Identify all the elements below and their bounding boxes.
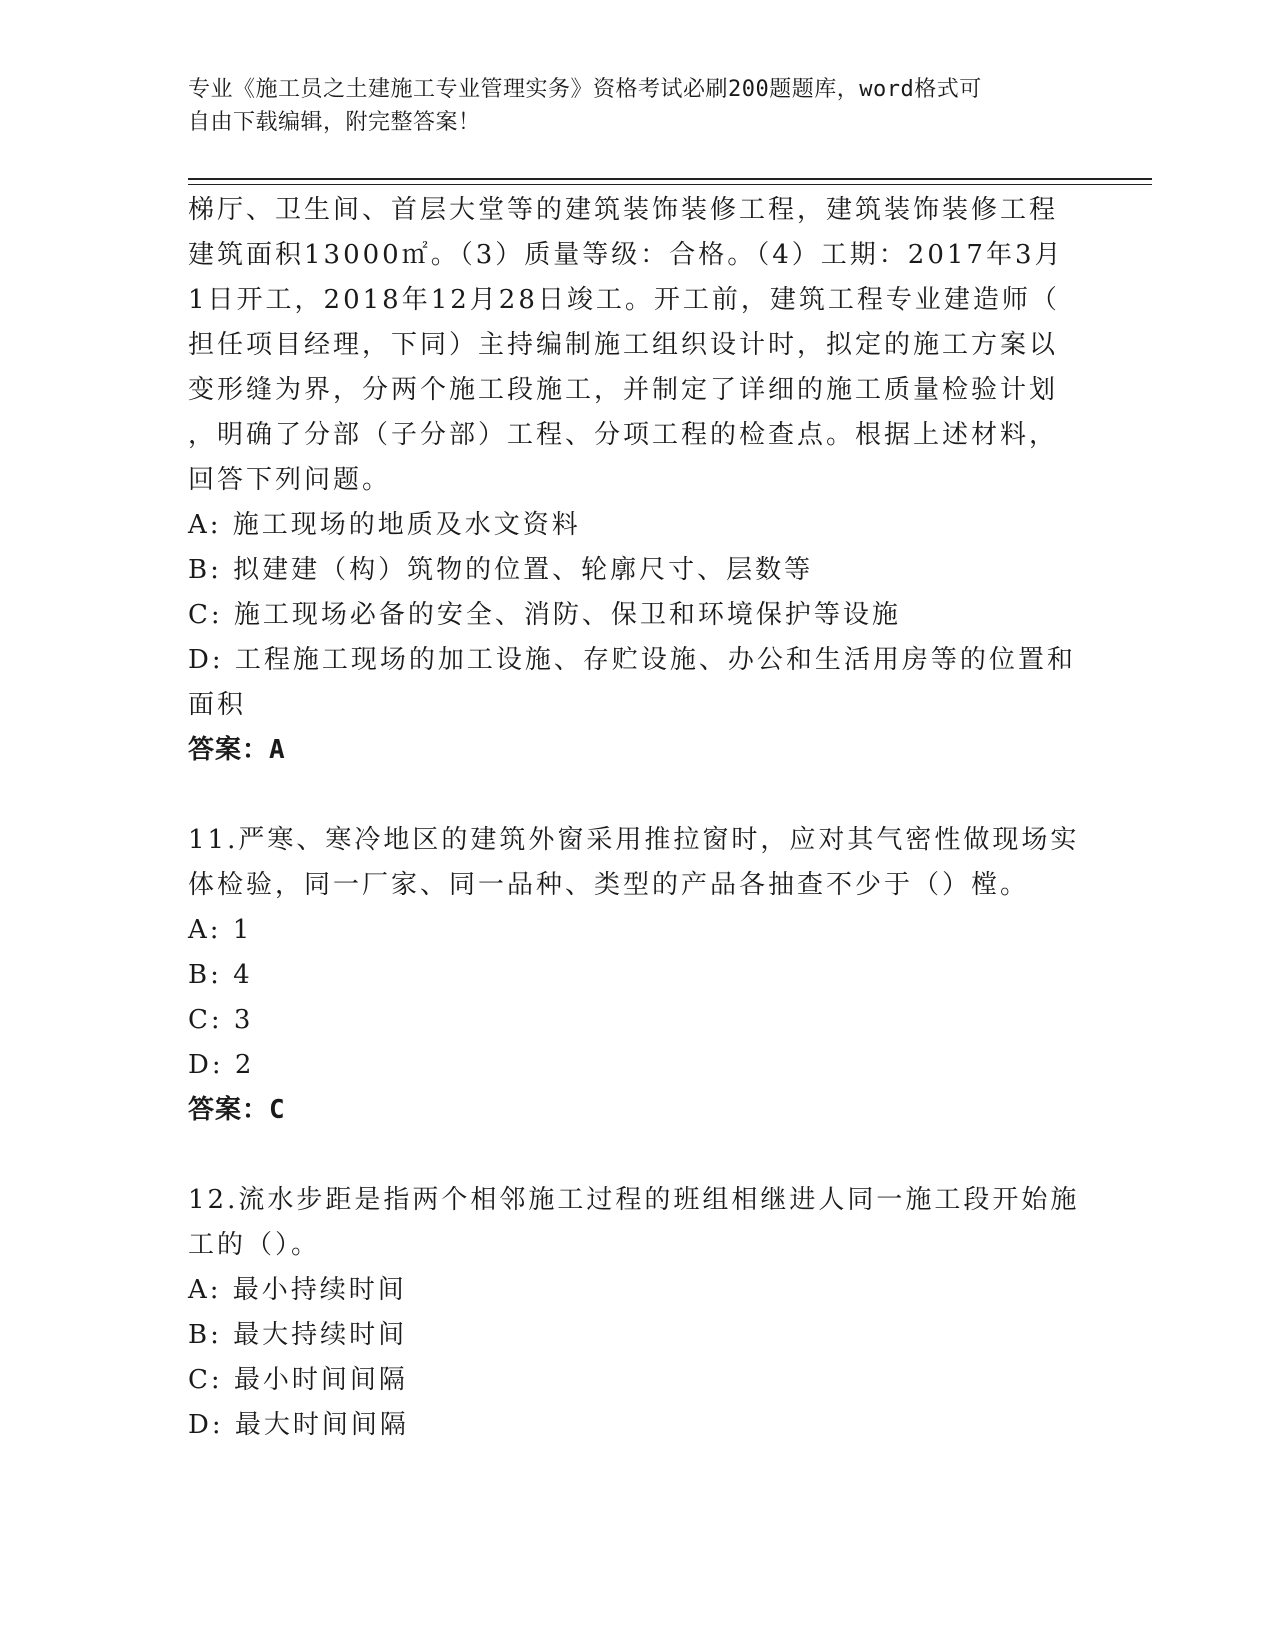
option-a: A: 最小持续时间 — [188, 1275, 407, 1305]
option-d: D: 最大时间间隔 — [188, 1410, 409, 1440]
header-title-line-1: 专业《施工员之土建施工专业管理实务》资格考试必刷200题题库，word格式可 — [188, 77, 982, 102]
option-c: C: 3 — [188, 1005, 254, 1035]
passage-line: 担任项目经理，下同）主持编制施工组织设计时，拟定的施工方案以 — [188, 330, 1059, 360]
header-title-line-2: 自由下载编辑，附完整答案！ — [188, 110, 481, 135]
question-text-line: 体检验，同一厂家、同一品种、类型的产品各抽查不少于（）樘。 — [188, 870, 1030, 900]
passage-line: 建筑面积13000㎡。（3）质量等级：合格。（4）工期：2017年3月 — [188, 240, 1064, 270]
option-d: D: 2 — [188, 1050, 255, 1080]
option-c: C: 最小时间间隔 — [188, 1365, 408, 1395]
question-text-line: 12.流水步距是指两个相邻施工过程的班组相继进人同一施工段开始施 — [188, 1185, 1080, 1215]
passage-line: 1日开工，2018年12月28日竣工。开工前，建筑工程专业建造师（ — [188, 285, 1060, 315]
option-b: B: 拟建建（构）筑物的位置、轮廓尺寸、层数等 — [188, 555, 814, 585]
passage-line: 梯厅、卫生间、首层大堂等的建筑装饰装修工程，建筑装饰装修工程 — [188, 195, 1059, 225]
passage-line: 回答下列问题。 — [188, 465, 392, 495]
option-d-continuation: 面积 — [188, 690, 247, 720]
option-b: B: 4 — [188, 960, 253, 990]
header-divider — [188, 178, 1152, 185]
document-body — [188, 188, 1078, 1448]
option-c: C: 施工现场必备的安全、消防、保卫和环境保护等设施 — [188, 600, 901, 630]
question-text-line: 工的（）。 — [188, 1230, 321, 1260]
spacer — [188, 1133, 1078, 1178]
question-12 — [188, 1178, 1078, 1448]
option-b: B: 最大持续时间 — [188, 1320, 408, 1350]
answer-label: 答案：C — [188, 1095, 286, 1125]
passage-line: 变形缝为界，分两个施工段施工，并制定了详细的施工质量检验计划 — [188, 375, 1059, 405]
answer-label: 答案：A — [188, 735, 286, 765]
passage-line: ，明确了分部（子分部）工程、分项工程的检查点。根据上述材料， — [188, 420, 1059, 450]
option-a: A: 1 — [188, 915, 253, 945]
option-d: D: 工程施工现场的加工设施、存贮设施、办公和生活用房等的位置和 — [188, 645, 1076, 675]
passage-question — [188, 188, 1078, 773]
option-a: A: 施工现场的地质及水文资料 — [188, 510, 581, 540]
question-text-line: 11.严寒、寒冷地区的建筑外窗采用推拉窗时，应对其气密性做现场实 — [188, 825, 1080, 855]
question-11 — [188, 818, 1078, 1133]
spacer — [188, 773, 1078, 818]
document-header — [188, 73, 1058, 139]
